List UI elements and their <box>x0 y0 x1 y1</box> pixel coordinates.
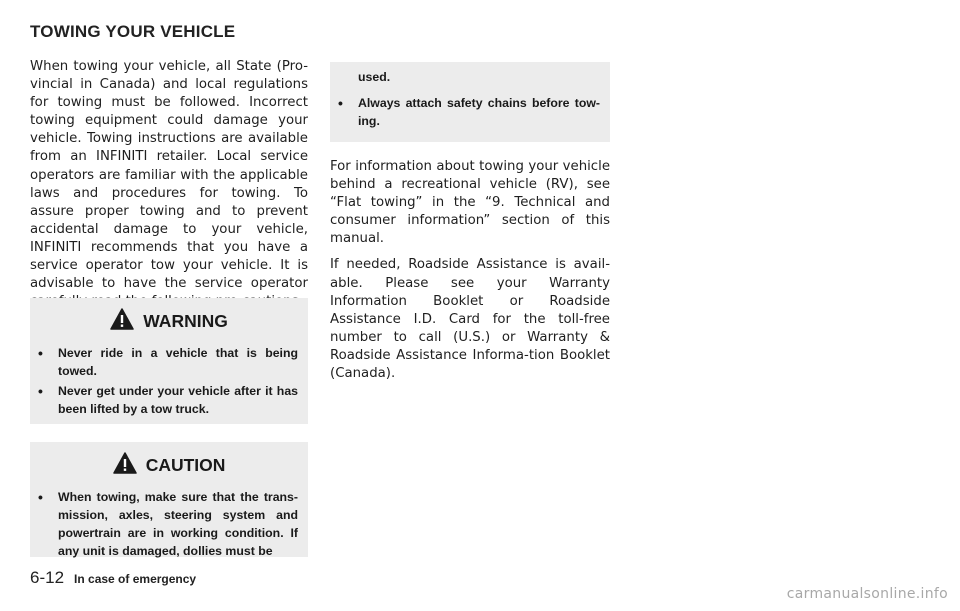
bullet-icon: • <box>338 95 343 111</box>
left-column <box>30 58 308 311</box>
bullet-icon: • <box>38 345 43 361</box>
roadside-assistance-paragraph: If needed, Roadside Assistance is avail-able. Please see your Warranty Information Booklet or Roadside Assistance I.D. Card for the toll-free number to call (U.S.) or Warranty & Roadside Assistance Informa-tion Booklet (Canada). <box>330 257 610 382</box>
warning-box <box>30 298 308 424</box>
page-number: 6-12 <box>30 568 65 587</box>
bullet-icon: • <box>38 489 43 505</box>
caution-header <box>30 442 308 476</box>
warning-icon <box>110 308 134 330</box>
intro-paragraph: When towing your vehicle, all State (Pro-vincial in Canada) and local regulations for towing must be followed. Incorrect towing equipment could damage your vehicle. Towing instructions are available from an INFINITI retailer. Local service operators are familiar with the applicable laws and procedures for towing. To assure proper towing and to prevent accidental damage to your vehicle, INFINITI recommends that you have a service operator tow your vehicle. It is advisable to have the service operator <box>30 59 308 292</box>
warning-header <box>30 298 308 332</box>
warning-title: WARNING <box>143 310 228 331</box>
caution-continued-box <box>330 62 610 142</box>
list-item <box>30 382 308 418</box>
page-footer <box>30 568 196 588</box>
list-item <box>30 344 308 380</box>
bullet-icon: • <box>38 383 43 399</box>
list-item-text: Never get under your vehicle after it has been lifted by a tow truck. <box>58 384 298 416</box>
list-item-text: When towing, make sure that the trans-mission, axles, steering system and powertrain are in working condition. If any unit is damaged, dollies must be <box>58 490 298 558</box>
right-column <box>330 62 610 383</box>
page-title: TOWING YOUR VEHICLE <box>30 22 236 41</box>
caution-title: CAUTION <box>145 454 226 475</box>
list-item <box>330 94 602 130</box>
list-item-text: Always attach safety chains before tow-ing. <box>358 96 600 128</box>
watermark: carmanualsonline.info <box>786 586 948 602</box>
warning-list <box>30 344 308 418</box>
list-item <box>30 488 308 560</box>
caution-box <box>30 442 308 557</box>
caution-list <box>30 488 308 560</box>
caution-continued-text: used. <box>358 70 391 84</box>
list-item-text: Never ride in a vehicle that is being towed. <box>58 346 298 378</box>
warning-icon <box>113 452 137 474</box>
section-label: In case of emergency <box>74 572 197 586</box>
rv-towing-paragraph: For information about towing your vehicle behind a recreational vehicle (RV), see “Flat towing” in the “9. Technical and consumer information” section of this manual. <box>330 159 610 247</box>
caution-continued-list <box>330 94 602 130</box>
